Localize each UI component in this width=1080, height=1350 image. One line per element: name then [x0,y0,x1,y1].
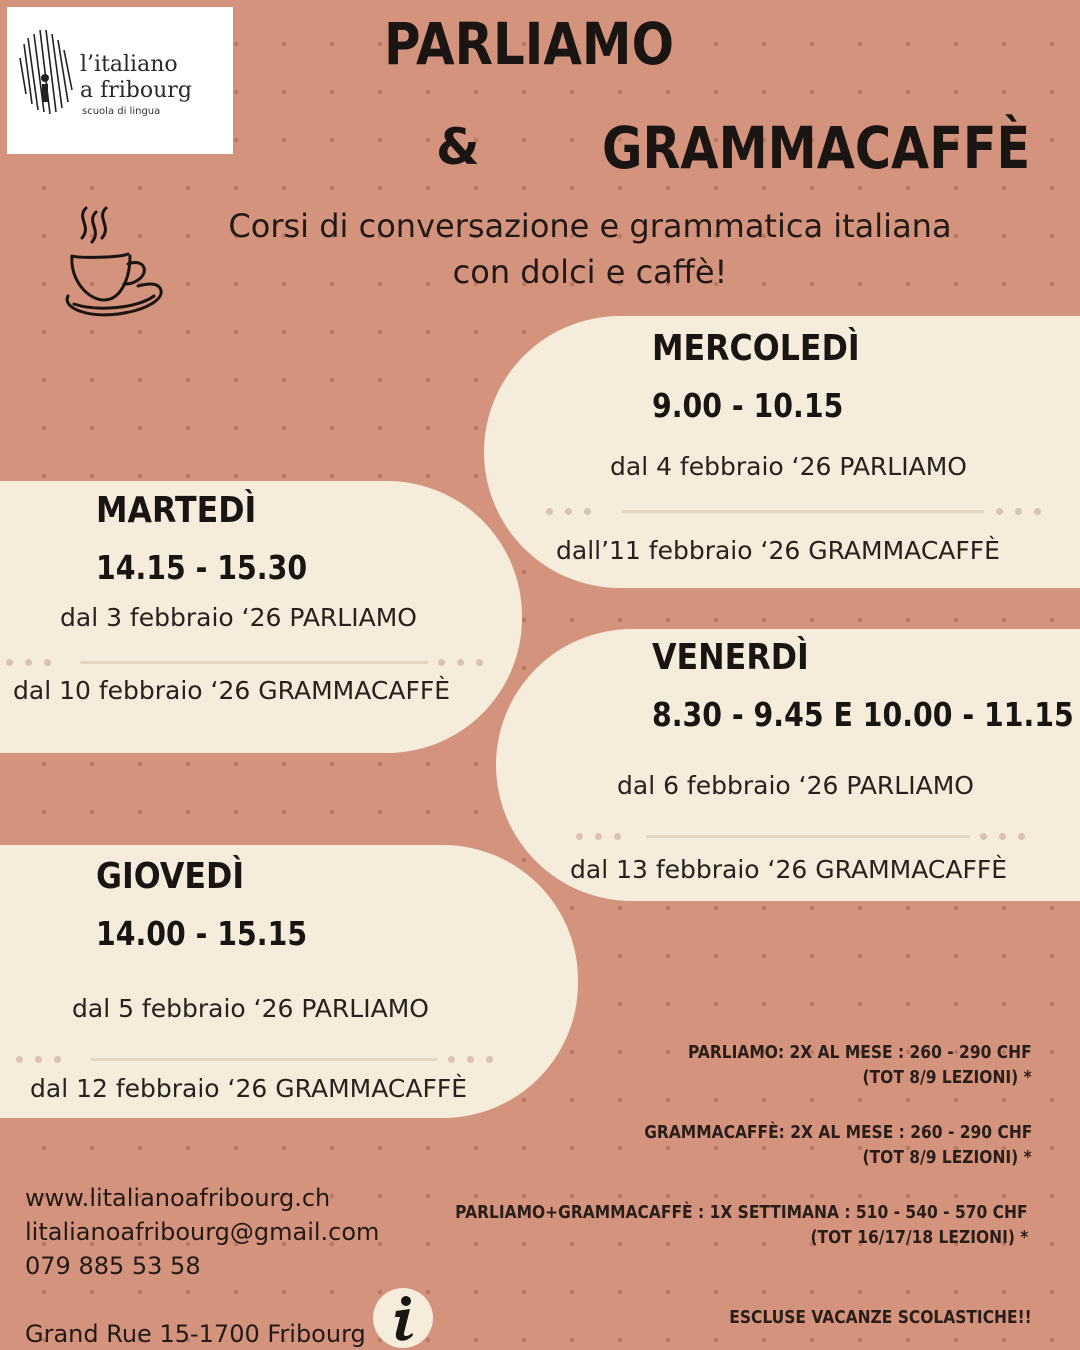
address: Grand Rue 15-1700 Fribourg [25,1320,366,1348]
price-combo-total: (TOT 16/17/18 LEZIONI) * [810,1227,1028,1248]
tuesday-parliamo-start: dal 3 febbraio ‘26 PARLIAMO [60,603,417,632]
price-combo-label: PARLIAMO+GRAMMACAFFÈ [455,1202,694,1223]
day-thursday: GIOVEDÌ [96,856,245,897]
price-grammacaffe-total: (TOT 8/9 LEZIONI) * [862,1147,1032,1168]
friday-parliamo-start: dal 6 febbraio ‘26 PARLIAMO [617,771,974,800]
divider [576,830,1036,842]
coffee-cup-icon [58,200,178,325]
price-grammacaffe [644,1122,1032,1143]
divider [6,656,498,668]
price-combo-detail: : 1X SETTIMANA : 510 - 540 - 570 CHF [693,1202,1028,1223]
wednesday-grammacaffe-start: dall’11 febbraio ‘26 GRAMMACAFFÈ [556,536,1000,565]
day-wednesday: MERCOLEDÌ [652,328,860,369]
price-combo [456,1202,1028,1223]
wednesday-parliamo-start: dal 4 febbraio ‘26 PARLIAMO [610,452,967,481]
time-thursday: 14.00 - 15.15 [96,914,308,953]
info-icon[interactable] [372,1287,434,1349]
price-parliamo-total: (TOT 8/9 LEZIONI) * [862,1067,1032,1088]
subtitle-line2: con dolci e caffè! [452,253,728,291]
price-parliamo-detail: : 2X AL MESE : 260 - 290 CHF [778,1042,1032,1063]
subtitle-line1: Corsi di conversazione e grammatica italiana [228,207,952,245]
thursday-parliamo-start: dal 5 febbraio ‘26 PARLIAMO [72,994,429,1023]
logo-name-line2: a fribourg [80,78,192,103]
day-friday: VENERDÌ [652,637,809,678]
logo-mark-icon [18,24,74,120]
tuesday-grammacaffe-start: dal 10 febbraio ‘26 GRAMMACAFFÈ [13,676,450,705]
title-grammacaffe: GRAMMACAFFÈ [602,114,1031,182]
time-friday: 8.30 - 9.45 E 10.00 - 11.15 [652,695,1074,734]
price-grammacaffe-label: GRAMMACAFFÈ [643,1122,779,1143]
website-link[interactable]: www.litalianoafribourg.ch [25,1184,331,1212]
logo-name-line1: l’italiano [80,52,178,77]
price-parliamo-label: PARLIAMO [688,1042,779,1063]
time-tuesday: 14.15 - 15.30 [96,548,308,587]
title-parliamo: PARLIAMO [384,10,674,78]
friday-grammacaffe-start: dal 13 febbraio ‘26 GRAMMACAFFÈ [570,855,1007,884]
email-link[interactable]: litalianoafribourg@gmail.com [25,1218,380,1246]
thursday-grammacaffe-start: dal 12 febbraio ‘26 GRAMMACAFFÈ [30,1074,467,1103]
price-grammacaffe-detail: : 2X AL MESE : 260 - 290 CHF [778,1122,1032,1143]
logo-tagline: scuola di lingua [82,106,161,117]
subtitle [180,203,1000,295]
holiday-note: ESCLUSE VACANZE SCOLASTICHE!! [729,1307,1032,1328]
title-ampersand: & [436,118,480,176]
day-tuesday: MARTEDÌ [96,490,257,531]
phone-number[interactable]: 079 885 53 58 [25,1252,201,1280]
price-parliamo [688,1042,1032,1063]
divider [16,1053,506,1065]
time-wednesday: 9.00 - 10.15 [652,386,844,425]
divider [546,505,1056,517]
